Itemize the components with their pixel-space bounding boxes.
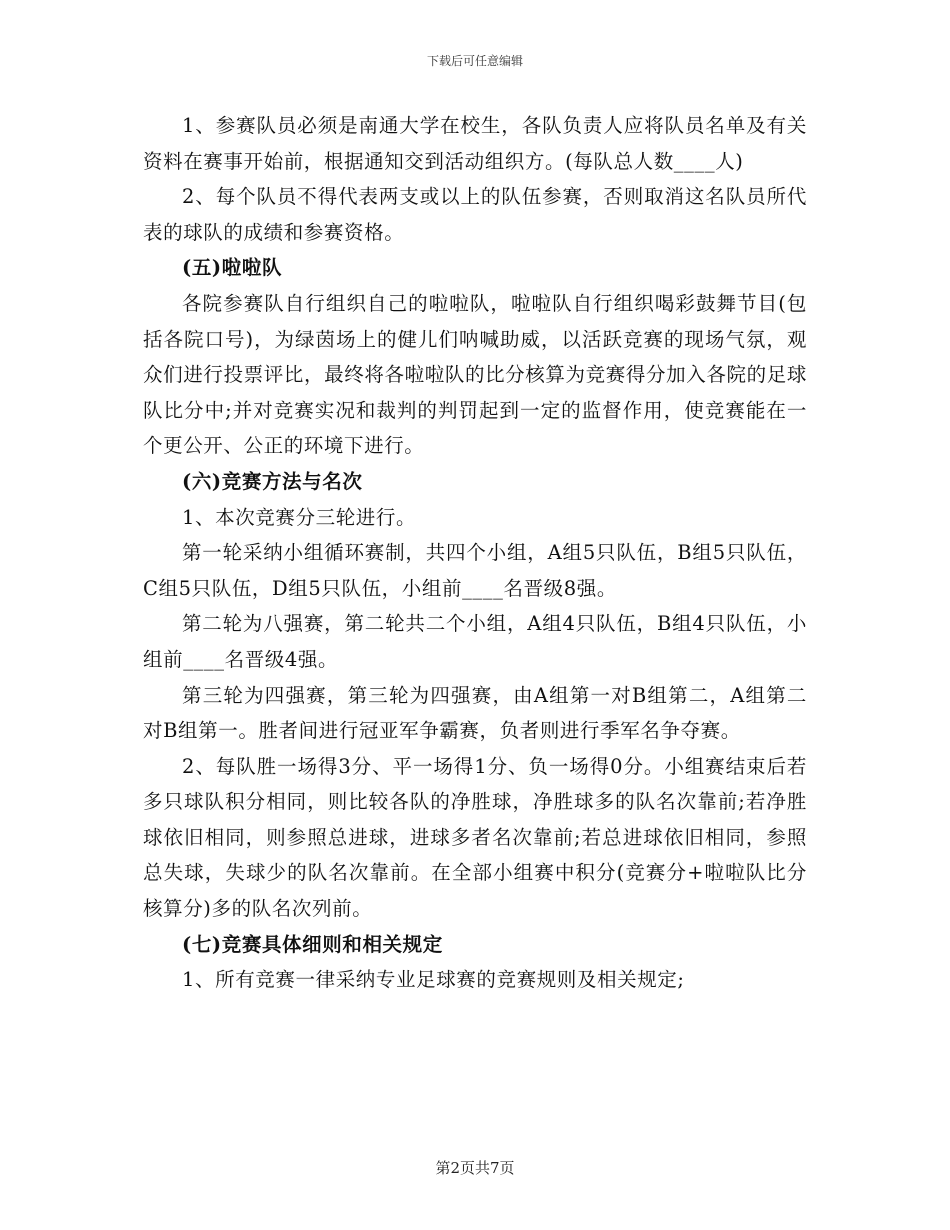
paragraph-scoring: 2、每队胜一场得3分、平一场得1分、负一场得0分。小组赛结束后若多只球队积分相同，则比较各队的净胜球，净胜球多的队名次靠前;若净胜球依旧相同，则参照总进球，进球多者名次靠前;若总进球依旧相同，参照总失球，失球少的队名次靠前。在全部小组赛中积分(竞赛分+啦啦队比分核算分)多的队名次列前。: [143, 754, 807, 921]
paragraph-rule-1: 1、参赛队员必须是南通大学在校生，各队负责人应将队员名单及有关资料在赛事开始前，根据通知交到活动组织方。(每队总人数____人): [143, 114, 807, 173]
section-heading-rules: (七)竞赛具体细则和相关规定: [182, 932, 443, 956]
document-body: [143, 108, 807, 998]
paragraph-rules-1: 1、所有竞赛一律采纳专业足球赛的竞赛规则及相关规定;: [182, 968, 685, 992]
paragraph-three-rounds: 1、本次竞赛分三轮进行。: [182, 505, 417, 529]
section-heading-competition-method: (六)竞赛方法与名次: [182, 469, 363, 493]
paragraph-round-2: 第二轮为八强赛，第二轮共二个小组，A组4只队伍，B组4只队伍，小组前____名晋级4强。: [143, 612, 807, 671]
paragraph-cheerleading: 各院参赛队自行组织自己的啦啦队，啦啦队自行组织喝彩鼓舞节目(包括各院口号)，为绿茵场上的健儿们呐喊助威，以活跃竞赛的现场气氛，观众们进行投票评比，最终将各啦啦队的比分核算为竞赛得分加入各院的足球队比分中;并对竞赛实况和裁判的判罚起到一定的监督作用，使竞赛能在一个更公开、公正的环境下进行。: [143, 291, 807, 458]
paragraph-rule-2: 2、每个队员不得代表两支或以上的队伍参赛，否则取消这名队员所代表的球队的成绩和参赛资格。: [143, 185, 807, 244]
section-heading-cheerleading: (五)啦啦队: [182, 256, 283, 280]
page-footer: 第2页共7页: [435, 1159, 515, 1177]
paragraph-round-1: 第一轮采纳小组循环赛制，共四个小组，A组5只队伍，B组5只队伍，C组5只队伍，D组5只队伍，小组前____名晋级8强。: [143, 541, 807, 600]
page-header: 下载后可任意编辑: [426, 54, 523, 68]
paragraph-round-3: 第三轮为四强赛，第三轮为四强赛，由A组第一对B组第二，A组第二对B组第一。胜者间进行冠亚军争霸赛，负者则进行季军名争夺赛。: [143, 683, 807, 743]
